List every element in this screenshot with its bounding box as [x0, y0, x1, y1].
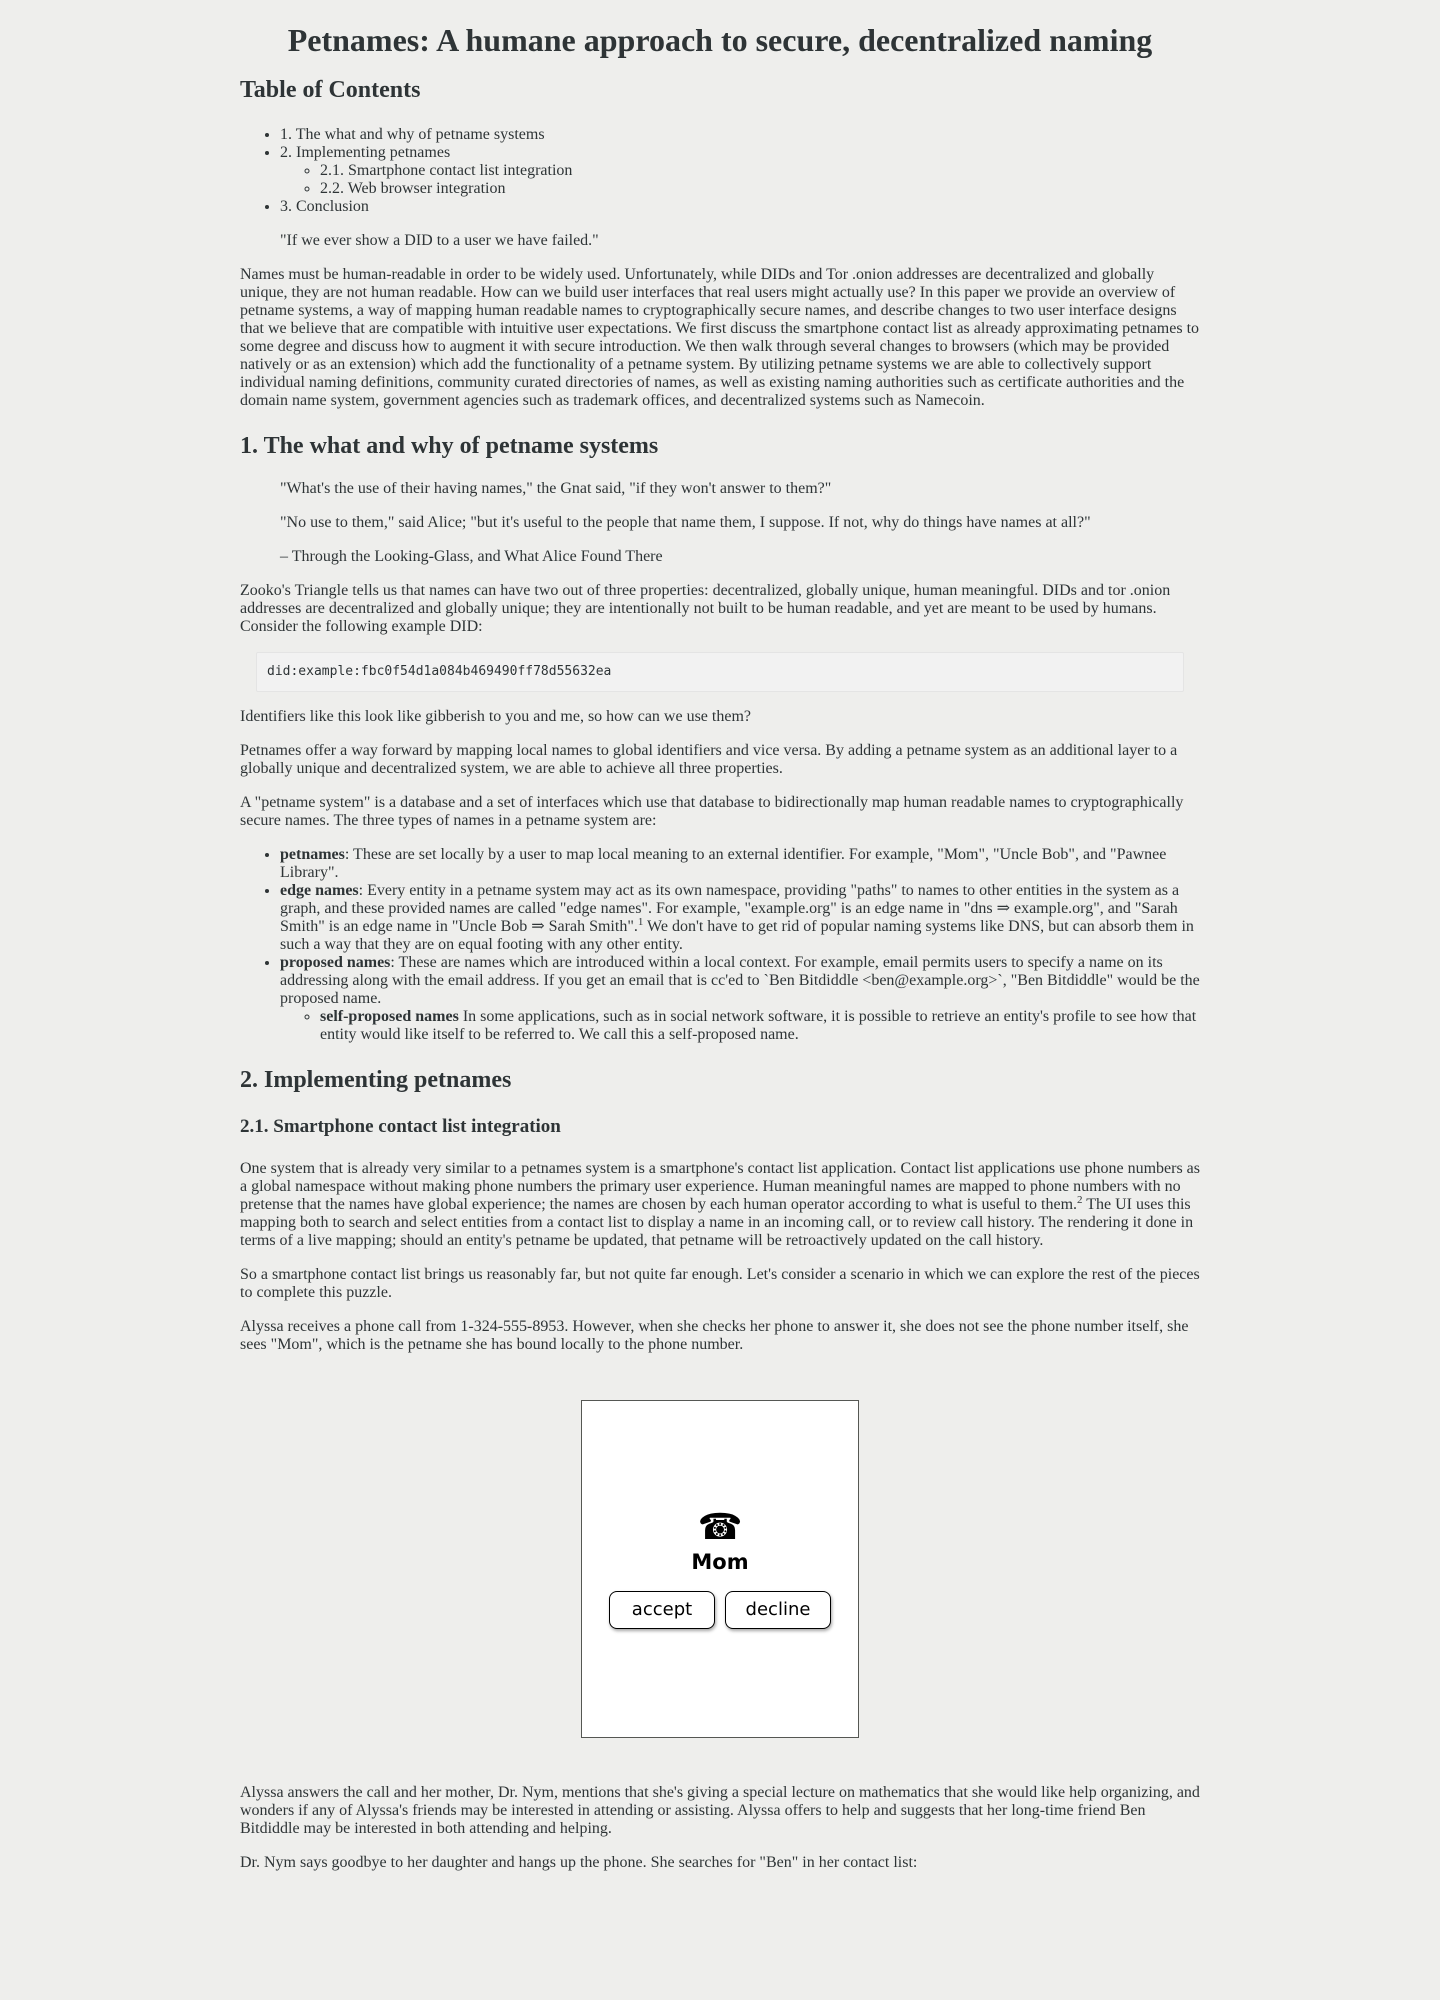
- list-item-self-proposed-names: [320, 1008, 1200, 1044]
- example-did-code-block: did:example:fbc0f54d1a084b469490ff78d55632ea: [256, 652, 1184, 692]
- epigraph: [280, 232, 1200, 250]
- section-2-1-paragraph-5: Dr. Nym says goodbye to her daughter and hangs up the phone. She searches for "Ben" in her contact list:: [240, 1854, 918, 1871]
- toc-item: [320, 180, 1200, 198]
- call-actions: [609, 1591, 831, 1629]
- term-edge-names: edge names: [280, 882, 359, 899]
- toc-link-section-2-1[interactable]: 2.1. Smartphone contact list integration: [320, 162, 573, 179]
- list-item-petnames: [280, 846, 1200, 882]
- toc-link-section-2-2[interactable]: 2.2. Web browser integration: [320, 180, 506, 197]
- toc-item: [280, 144, 1200, 198]
- decline-button[interactable]: decline: [725, 1591, 831, 1629]
- table-of-contents: [240, 126, 1200, 216]
- toc-sublist: [280, 162, 1200, 198]
- toc-item: [320, 162, 1200, 180]
- quote-line-2: "No use to them," said Alice; "but it's useful to the people that name them, I suppose. If not, why do things have names at all?": [280, 514, 1091, 531]
- toc-item: [280, 126, 1200, 144]
- section-1-paragraph-2: Identifiers like this look like gibberish to you and me, so how can we use them?: [240, 708, 751, 725]
- telephone-icon: ☎: [697, 1507, 743, 1548]
- section-1-paragraph-4: A "petname system" is a database and a set of interfaces which use that database to bidirectionally map human readable names to cryptographically secure names. The three types of names in a petname system are:: [240, 794, 1184, 829]
- definition-proposed-names: : These are names which are introduced within a local context. For example, email permits users to specify a name on its addressing along with the email address. If you get an email that is cc'ed to `Ben Bitdiddle <ben@example.org>`, "Ben Bitdiddle" would be the proposed name.: [280, 954, 1200, 1007]
- term-petnames: petnames: [280, 846, 345, 863]
- article: [240, 0, 1200, 1872]
- definition-edge-names-part-1: : Every entity in a petname system may act as its own namespace, providing "paths" to names to other entities in the system as a graph, and these provided names are called "edge names". For example, "example.org" is an edge name in "dns ⇒ example.org", and "Sarah Smith" is an edge name in "Uncle Bob ⇒ Sarah Smith".: [280, 882, 1180, 935]
- incoming-call-figure: [240, 1400, 1200, 1738]
- section-2-1-paragraph-1: [240, 1160, 1200, 1250]
- term-self-proposed-names: self-proposed names: [320, 1008, 459, 1025]
- definition-edge-names-part-2: We don't have to get rid of popular naming systems like DNS, but can absorb them in such a way that they are on equal footing with any other entity.: [280, 918, 1194, 953]
- toc-item: [280, 198, 1200, 216]
- toc-link-section-3[interactable]: 3. Conclusion: [280, 198, 369, 215]
- name-types-list: [240, 846, 1200, 1044]
- toc-link-section-2[interactable]: 2. Implementing petnames: [280, 144, 451, 161]
- footnote-link-1[interactable]: 1: [637, 916, 644, 928]
- section-1-paragraph-3: Petnames offer a way forward by mapping local names to global identifiers and vice versa. By adding a petname system as an additional layer to a globally unique and decentralized system, we are able to achieve all three properties.: [240, 742, 1178, 777]
- quote-source: – Through the Looking-Glass, and What Alice Found There: [280, 548, 663, 565]
- proposed-names-sublist: [280, 1008, 1200, 1044]
- section-2-1-paragraph-3: Alyssa receives a phone call from 1-324-555-8953. However, when she checks her phone to answer it, she does not see the phone number itself, she sees "Mom", which is the petname she has bound locally to the phone number.: [240, 1318, 1189, 1353]
- quote-line-1: "What's the use of their having names," the Gnat said, "if they won't answer to them?": [280, 480, 832, 497]
- abstract: Names must be human-readable in order to be widely used. Unfortunately, while DIDs and Tor .onion addresses are decentralized and globally unique, they are not human readable. How can we build user interfaces that real users might actually use? In this paper we provide an overview of petname systems, a way of mapping human readable names to cryptographically secure names, and describe changes to two user interface designs that we believe that are compatible with intuitive user expectations. We first discuss the smartphone contact list as already approximating petnames to some degree and discuss how to augment it with secure introduction. We then walk through several changes to browsers (which may be provided natively or as an extension) which add the functionality of a petname system. By utilizing petname systems we are able to collectively support individual naming definitions, community curated directories of names, as well as existing naming authorities such as certificate authorities and the domain name system, government agencies such as trademark offices, and decentralized systems such as Namecoin.: [240, 266, 1200, 409]
- toc-link-section-1[interactable]: 1. The what and why of petname systems: [280, 126, 545, 143]
- accept-button[interactable]: accept: [609, 1591, 715, 1629]
- page-title: Petnames: A humane approach to secure, decentralized naming: [287, 22, 1153, 58]
- looking-glass-quote: [280, 480, 1200, 566]
- paragraph-text: The UI uses this mapping both to search and select entities from a contact list to display a name in an incoming call, or to review call history. The rendering it done in terms of a live mapping; should an entity's petname be updated, that petname will be retroactively updated on the call history.: [240, 1196, 1194, 1249]
- caller-name: Mom: [691, 1550, 749, 1574]
- section-2-1-paragraph-4: Alyssa answers the call and her mother, Dr. Nym, mentions that she's giving a special lecture on mathematics that she would like help organizing, and wonders if any of Alyssa's friends may be interested in attending or assisting. Alyssa offers to help and suggests that her long-time friend Ben Bitdiddle may be interested in both attending and helping.: [240, 1784, 1200, 1837]
- section-1-heading: 1. The what and why of petname systems: [240, 433, 659, 459]
- epigraph-text: "If we ever show a DID to a user we have failed.": [280, 232, 599, 249]
- phone-screen-mockup: [581, 1400, 859, 1738]
- definition-petnames: : These are set locally by a user to map local meaning to an external identifier. For example, "Mom", "Uncle Bob", and "Pawnee Library".: [280, 846, 1167, 881]
- footnote-link-2[interactable]: 2: [1077, 1194, 1083, 1206]
- section-1-paragraph-1: Zooko's Triangle tells us that names can have two out of three properties: decentralized, globally unique, human meaningful. DIDs and tor .onion addresses are decentralized and globally unique; they are intentionally not built to be human readable, and yet are meant to be used by humans. Consider the following example DID:: [240, 582, 1171, 635]
- list-item-proposed-names: [280, 954, 1200, 1044]
- toc-heading: Table of Contents: [240, 77, 421, 103]
- term-proposed-names: proposed names: [280, 954, 391, 971]
- section-2-1-paragraph-2: So a smartphone contact list brings us reasonably far, but not quite far enough. Let's consider a scenario in which we can explore the rest of the pieces to complete this puzzle.: [240, 1266, 1200, 1301]
- section-2-heading: 2. Implementing petnames: [240, 1067, 512, 1093]
- definition-self-proposed-names: In some applications, such as in social network software, it is possible to retrieve an entity's profile to see how that entity would like itself to be referred to. We call this a self-proposed name.: [320, 1008, 1197, 1043]
- section-2-1-heading: 2.1. Smartphone contact list integration: [240, 1116, 561, 1137]
- list-item-edge-names: [280, 882, 1200, 954]
- paragraph-text: One system that is already very similar to a petnames system is a smartphone's contact list application. Contact list applications use phone numbers as a global namespace without making phone numbers the primary user experience. Human meaningful names are mapped to phone numbers with no pretense that the names have global experience; the names are chosen by each human operator according to what is useful to them.: [240, 1160, 1200, 1213]
